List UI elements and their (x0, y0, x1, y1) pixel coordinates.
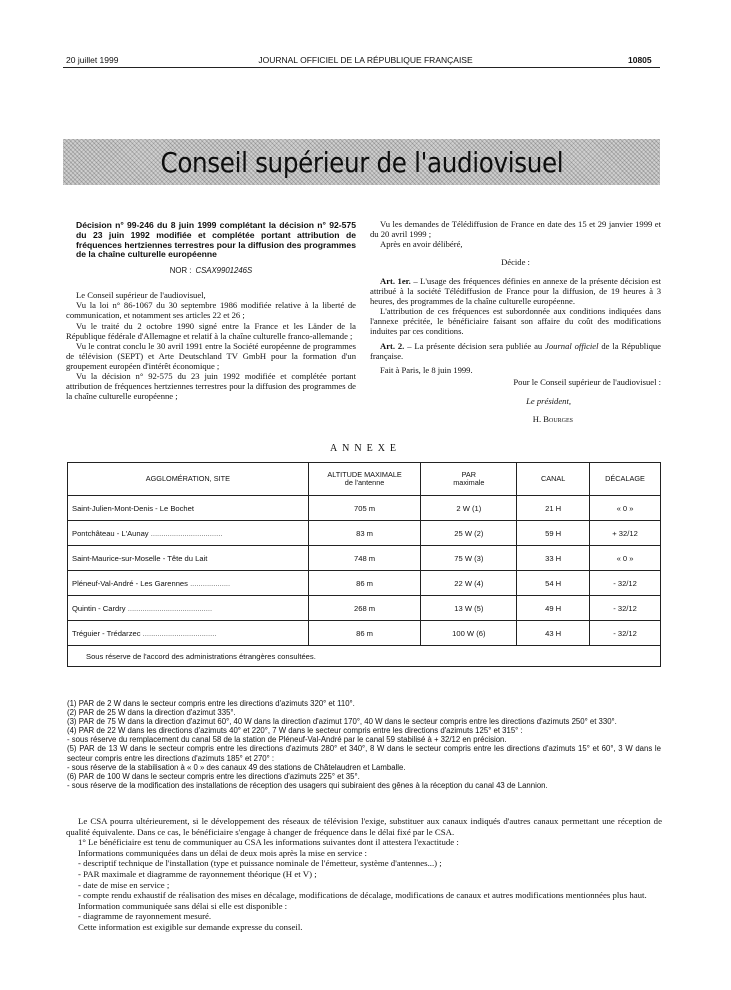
left-column (66, 221, 356, 401)
site-cell-text: Quintin - Cardry (72, 603, 126, 613)
nor-label: NOR : (169, 266, 192, 276)
altitude-cell (308, 596, 421, 621)
altitude-cell-text: 268 m (354, 603, 376, 613)
column-header: PAR maximale (421, 463, 517, 496)
header-date: 20 juillet 1999 (66, 55, 119, 65)
note: - sous réserve de la modification des installations de réception des usagers qui subiraient des gênes à la réception du canal 43 de Lannion. (67, 780, 548, 790)
altitude-cell-text: 705 m (354, 503, 376, 513)
annex-table (67, 462, 661, 667)
conditions-paragraph: Cette information est exigible sur demande expresse du conseil. (78, 921, 303, 932)
canal-cell-text: 33 H (545, 553, 562, 563)
note: (2) PAR de 25 W dans la direction d'azimut 335°. (67, 708, 236, 718)
nor-value: CSAX9901246S (195, 266, 253, 276)
site-cell-text: Saint-Julien-Mont-Denis - Le Bochet (72, 503, 194, 513)
leader-dots: .................................. (148, 528, 223, 538)
leader-dots: ................................... (140, 628, 217, 638)
article-1-text: – L'usage des fréquences définies en annexe de la présente décision est attribué à la société Télédiffusion de France pour la diffusion, de 19 heures à 3 heures, des programmes de la chaîne culturelle européenne. (370, 275, 661, 307)
table-footer-note: Sous réserve de l'accord des administrations étrangères consultées. (68, 646, 661, 667)
article-2-journal: Journal officiel (545, 340, 599, 351)
header-rule (63, 67, 660, 68)
annex-table-body (68, 496, 661, 646)
canal-cell (517, 496, 590, 521)
canal-cell-text: 59 H (545, 528, 562, 538)
article-1 (370, 276, 661, 306)
conditions-paragraph: Le CSA pourra ultérieurement, si le développement des réseaux de télévision l'exige, substituer aux canaux indiqués d'autres canaux permettant une réception de qualité équivalente. Dans ce cas, le bénéficiaire s'engage à changer de fréquence dans le délai fixé par le CSA. (66, 816, 662, 837)
note: (3) PAR de 75 W dans la direction d'azimut 60°, 40 W dans la direction d'azimut 170°, 40 W dans le secteur compris entre les directions d'azimuts 250° et 330°. (67, 717, 617, 727)
par-cell-text: 22 W (4) (454, 578, 484, 588)
conditions-paragraph: 1° Le bénéficiaire est tenu de communiquer au CSA les informations suivantes dont il attestera l'exactitude : (78, 837, 459, 848)
right-column (370, 219, 661, 433)
par-cell (421, 496, 517, 521)
altitude-cell-text: 86 m (356, 628, 374, 638)
altitude-cell (308, 546, 421, 571)
canal-cell-text: 54 H (545, 578, 562, 588)
left-paragraph: Vu le traité du 2 octobre 1990 signé entre la France et les Länder de la République fédérale d'Allemagne et relatif à la chaîne culturelle franco-allemande ; (66, 320, 356, 341)
note: (5) PAR de 13 W dans le secteur compris entre les directions d'azimuts 280° et 340°, 8 W dans le secteur compris entre les directions d'azimuts 15° et 60°, 3 W dans le secteur compris entre les directions d'azimuts 185° et 270° : (67, 744, 661, 763)
decalage-cell-text: « 0 » (616, 503, 634, 513)
par-cell (421, 546, 517, 571)
column-header: DÉCALAGE (590, 463, 661, 496)
site-cell (68, 521, 309, 546)
conditions-list-item: - descriptif technique de l'installation (type et puissance nominale de l'émetteur, système d'antennes...) ; (78, 858, 442, 869)
conditions-list-item: - date de mise en service ; (78, 879, 170, 890)
site-cell (68, 571, 309, 596)
par-cell (421, 521, 517, 546)
conditions-text (66, 816, 662, 933)
note: (4) PAR de 22 W dans les directions d'azimuts 40° et 220°, 7 W dans le secteur compris entre les directions d'azimuts 125° et 315° : (67, 726, 523, 736)
site-cell-text: Tréguier - Trédarzec (72, 628, 141, 638)
decalage-cell-text: - 32/12 (613, 578, 637, 588)
table-row (68, 521, 661, 546)
canal-cell-text: 43 H (545, 628, 562, 638)
right-paragraph: Après en avoir délibéré, (380, 239, 463, 250)
header-journal-title: JOURNAL OFFICIEL DE LA RÉPUBLIQUE FRANÇAISE (258, 55, 473, 65)
decision-title: Décision n° 99-246 du 8 juin 1999 complétant la décision n° 92-575 du 23 juin 1992 modifiée et complétée portant attribution de fréquences hertziennes terrestres pour la diffusion des programmes de la chaîne culturelle européenne (76, 220, 356, 260)
conditions-list-item: - diagramme de rayonnement mesuré. (78, 911, 212, 922)
table-header-row (68, 463, 661, 496)
decalage-cell-text: - 32/12 (613, 628, 637, 638)
note: (6) PAR de 100 W dans le secteur compris entre les directions d'azimuts 225° et 35°. (67, 771, 360, 781)
banner-title: Conseil supérieur de l'audiovisuel (160, 145, 563, 179)
par-cell-text: 2 W (1) (456, 503, 482, 513)
decalage-cell (590, 496, 661, 521)
nor-reference (66, 266, 356, 276)
table-row (68, 621, 661, 646)
site-cell (68, 546, 309, 571)
conditions-list-item: - compte rendu exhaustif de réalisation des mises en décalage, modifications de décalage, modifications de canaux et autres modifications mentionnées plus haut. (78, 890, 647, 901)
signature-name: H. Bourges (532, 414, 573, 425)
site-cell (68, 621, 309, 646)
section-banner (63, 139, 660, 185)
decalage-cell (590, 546, 661, 571)
par-cell (421, 571, 517, 596)
table-footer-row (68, 646, 661, 667)
conditions-paragraph: Informations communiquées dans un délai de deux mois après la mise en service : (78, 847, 367, 858)
altitude-cell (308, 496, 421, 521)
right-paragraph: Vu les demandes de Télédiffusion de France en date des 15 et 29 janvier 1999 et du 20 avril 1999 ; (370, 219, 661, 240)
altitude-cell (308, 571, 421, 596)
table-row (68, 596, 661, 621)
signature-line-2: Le président, (526, 395, 571, 406)
par-cell-text: 100 W (6) (452, 628, 486, 638)
canal-cell-text: 49 H (545, 603, 562, 613)
column-header: CANAL (517, 463, 590, 496)
site-cell-text: Pléneuf-Val-André - Les Garennes (72, 578, 188, 588)
site-cell-text: Pontchâteau - L'Aunay (72, 528, 149, 538)
column-header: ALTITUDE MAXIMALE de l'antenne (308, 463, 421, 496)
annex-notes (67, 699, 661, 790)
table-row (68, 496, 661, 521)
article-1-label: Art. 1er. (380, 275, 411, 286)
canal-cell (517, 571, 590, 596)
site-cell-text: Saint-Maurice-sur-Moselle - Tête du Lait (72, 553, 208, 563)
canal-cell (517, 621, 590, 646)
article-2-label: Art. 2. (380, 340, 405, 351)
decalage-cell (590, 596, 661, 621)
note: - sous réserve du remplacement du canal 58 de la station de Pléneuf-Val-André par le canal 59 stabilisé à + 32/12 en précision. (67, 735, 507, 745)
par-cell-text: 13 W (5) (454, 603, 484, 613)
article-1-paragraph-2: L'attribution de ces fréquences est subordonnée aux conditions indiquées dans l'annexe précitée, le bénéficiaire faisant son affaire du coût des modifications induites par ces conditions. (370, 306, 661, 337)
par-cell-text: 75 W (3) (454, 553, 484, 563)
leader-dots: ........................................ (125, 603, 213, 613)
decide-heading: Décide : (501, 257, 530, 268)
table-row (68, 546, 661, 571)
column-header: AGGLOMÉRATION, SITE (68, 463, 309, 496)
done-at: Fait à Paris, le 8 juin 1999. (380, 364, 473, 375)
left-paragraph: Le Conseil supérieur de l'audiovisuel, (76, 290, 206, 301)
canal-cell (517, 521, 590, 546)
note: - sous réserve de la stabilisation à « 0 » des canaux 49 des stations de Châtelaudren et Lamballe. (67, 762, 406, 772)
site-cell (68, 496, 309, 521)
note: (1) PAR de 2 W dans le secteur compris entre les directions d'azimuts 320° et 110°. (67, 699, 355, 708)
par-cell (421, 596, 517, 621)
left-paragraph: Vu la décision n° 92-575 du 23 juin 1992 modifiée et complétée portant attribution de fréquences hertziennes terrestres pour la diffusion des programmes de la chaîne culturelle européenne ; (66, 371, 356, 402)
altitude-cell-text: 748 m (354, 553, 376, 563)
decalage-cell (590, 521, 661, 546)
par-cell-text: 25 W (2) (454, 528, 484, 538)
decalage-cell (590, 571, 661, 596)
article-2-text-a: – La présente décision sera publiée au (404, 340, 546, 351)
table-row (68, 571, 661, 596)
left-paragraph: Vu le contrat conclu le 30 avril 1991 entre la Société européenne de programmes de télévision (SEPT) et Arte Deutschland TV GmbH pour la formation d'un groupement européen d'intérêt économique ; (66, 340, 356, 371)
article-2-text-b: de la République française. (370, 340, 661, 361)
canal-cell (517, 546, 590, 571)
altitude-cell-text: 86 m (356, 578, 374, 588)
altitude-cell (308, 521, 421, 546)
left-paragraph: Vu la loi n° 86-1067 du 30 septembre 1986 modifiée relative à la liberté de communication, et notamment ses articles 22 et 26 ; (66, 300, 356, 321)
leader-dots: ................... (187, 578, 231, 588)
annex-title: ANNEXE (329, 443, 402, 454)
header-page-number: 10805 (628, 55, 652, 65)
decalage-cell-text: + 32/12 (612, 528, 638, 538)
decalage-cell-text: « 0 » (616, 553, 634, 563)
decalage-cell (590, 621, 661, 646)
altitude-cell-text: 83 m (356, 528, 374, 538)
decalage-cell-text: - 32/12 (613, 603, 637, 613)
article-2 (370, 341, 661, 361)
canal-cell-text: 21 H (545, 503, 562, 513)
par-cell (421, 621, 517, 646)
canal-cell (517, 596, 590, 621)
altitude-cell (308, 621, 421, 646)
signature-line-1: Pour le Conseil supérieur de l'audiovisuel : (513, 376, 661, 387)
site-cell (68, 596, 309, 621)
conditions-paragraph: Information communiquée sans délai si elle est disponible : (78, 900, 288, 911)
conditions-list-item: - PAR maximale et diagramme de rayonnement théorique (H et V) ; (78, 868, 317, 879)
